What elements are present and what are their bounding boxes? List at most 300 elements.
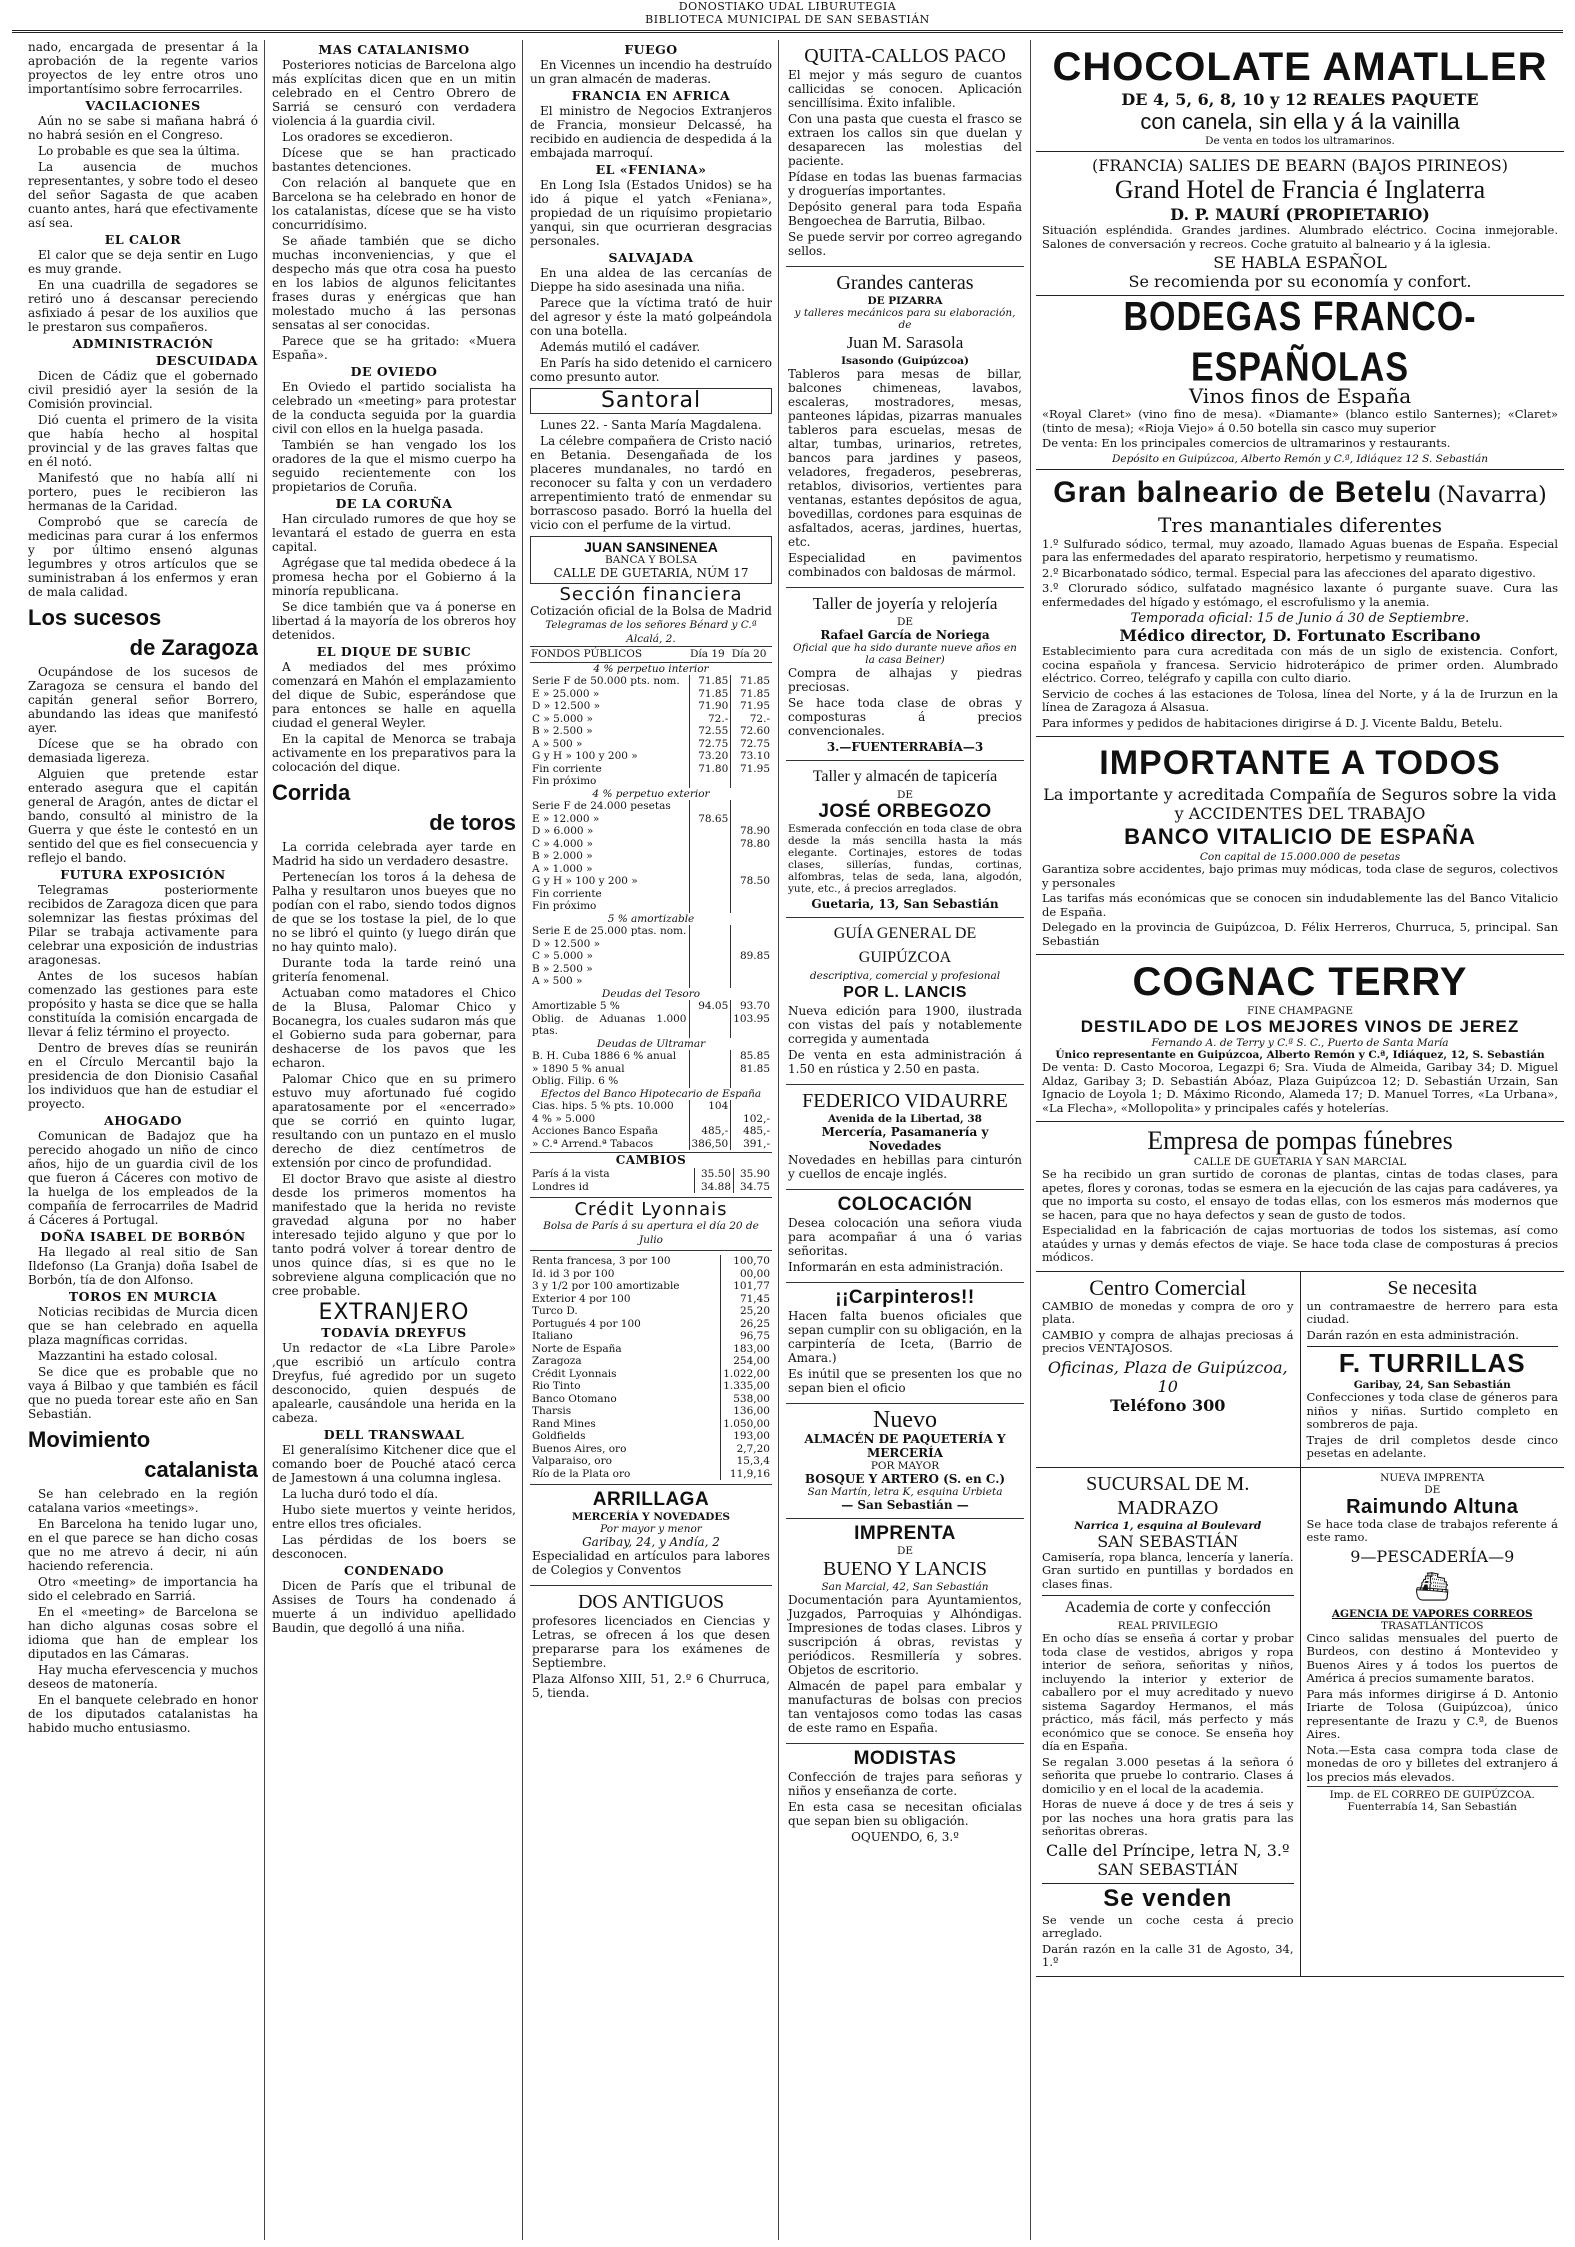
table-cell: 136,00 [721, 1405, 772, 1418]
ad-text: CAMBIO y compra de alhajas preciosas á precios VENTAJOSOS. [1042, 1327, 1294, 1355]
table-row [530, 925, 772, 938]
table-cell: 71.80 [689, 763, 731, 776]
table-cell [731, 963, 772, 976]
table-subheader-cell: Deudas del Tesoro [601, 987, 701, 1000]
table-cell: 78.65 [689, 813, 731, 826]
ad-de: DE [896, 1545, 914, 1557]
ad-deposit: Depósito en Guipúzcoa, Alberto Remón y C.ª, Idiáquez 12 S. Sebastián [1111, 452, 1489, 465]
ad-text: Esmerada confección en toda clase de obra desde la más sencilla hasta la más elegante. Cortinajes, estores de todas clases, sillerías, fundas, cortinas, alfombras, telas de seda, lana, algodón, yute, etc., á precios arreglados. [788, 823, 1022, 895]
ad-title: Taller y almacén de tapicería [812, 768, 998, 785]
table-cell: 73.10 [731, 750, 772, 763]
table-row [530, 763, 772, 776]
headline: DE LA CORUÑA [335, 496, 453, 511]
ad-text: un contramaestre de herrero para esta ciudad. [1306, 1298, 1558, 1326]
table-row [530, 1443, 772, 1456]
table-row [530, 1013, 772, 1038]
table-cell [689, 888, 731, 901]
bank-box [530, 536, 772, 584]
ad-text: Darán razón en la calle 31 de Agosto, 34, 1.º [1042, 1941, 1294, 1969]
ad-title: Taller de joyería y relojería [812, 594, 998, 613]
paragraph: nado, encargada de presentar á la aprobación de la regente varios proyectos de ley entre otros uno importantísimo sobre ferrocarriles. [28, 40, 258, 96]
table-cell: A » 500 » [532, 975, 583, 987]
headline: SALVAJADA [608, 250, 694, 265]
table-cell [731, 800, 772, 813]
table-cell: Fin próximo [532, 775, 597, 787]
ad-sub2: Por mayor y menor [600, 1523, 702, 1535]
column-divider [1030, 40, 1031, 2240]
table-cell [689, 863, 731, 876]
headline: FUEGO [624, 42, 678, 57]
ad-address: Guetaria, 13, San Sebastián [811, 897, 999, 911]
paragraph: Parece que se ha gritado: «Muera España». [272, 334, 516, 362]
table-cell: Oblig. de Aduanas 1.000 ptas. [532, 1012, 687, 1037]
table-subheader-cell: 4 % perpetuo exterior [592, 787, 710, 800]
ad-text: 2.º Bicarbonatado sódico, termal. Especial para las afecciones del aparato digestivo. [1042, 565, 1536, 580]
table-cell: 78.90 [731, 825, 772, 838]
ad-sub2: con canela, sin ella y á la vainilla [1140, 109, 1460, 134]
table-cell: Fin corriente [532, 887, 602, 900]
table-cell: Portugués 4 por 100 [532, 1317, 641, 1330]
table-row [530, 725, 772, 738]
table-cell: Londres id [532, 1180, 589, 1193]
paragraph: Dentro de breves días se reunirán en el Círculo Mercantil bajo la presidencia de don Dionisio Casañal los individuos que han de estudiar el proyecto. [28, 1041, 258, 1111]
ad-imprenta [786, 1519, 1024, 1744]
table-subheader-cell: Deudas de Ultramar [596, 1037, 706, 1050]
ad-centro-comercial [1036, 1272, 1300, 1467]
ad-text: Pídase en todas las buenas farmacias y droguerías importantes. [788, 170, 1022, 198]
ad-sub: Mercería, Pasamanería y Novedades [821, 1125, 989, 1153]
paragraph: Se han celebrado en la región catalana varios «meetings». [28, 1487, 258, 1515]
paragraph: Mazzantini ha estado colosal. [38, 1349, 218, 1363]
ship-icon: ⛴ [1414, 1569, 1451, 1603]
section-title: EXTRANJERO [318, 1300, 470, 1325]
table-cell: Cias. hips. 5 % pts. 10.000 [532, 1100, 674, 1112]
paragraph: Hubo siete muertos y veinte heridos, entre ellos tres oficiales. [272, 1503, 516, 1531]
santoral-title: Santoral [600, 388, 702, 413]
financial-title: Sección financiera [559, 584, 743, 605]
table-header: FONDOS PÚBLICOS [530, 647, 689, 663]
table-cell: 183,00 [721, 1343, 772, 1356]
table-cell: Turco D. [532, 1305, 578, 1317]
paragraph: En la capital de Menorca se trabaja activamente en los preparativos para la colocación del dique. [272, 732, 516, 774]
table-cell: D » 12.500 » [532, 937, 601, 950]
ad-carpinteros [786, 1283, 1024, 1404]
table-cell [689, 775, 731, 788]
table-row [530, 813, 772, 826]
table-cell [731, 1100, 772, 1113]
ad-title: Empresa de pompas fúnebres [1147, 1126, 1453, 1155]
section-headline: Los sucesos [28, 605, 162, 630]
ad-season: Temporada oficial: 15 de Junio á 30 de Septiembre. [1130, 611, 1470, 626]
credit-title: Crédit Lyonnais [574, 1199, 728, 1220]
ad-text: Documentación para Ayuntamientos, Juzgados, Parroquias y Alhóndigas. Impresiones de todas clases. Libros y suscripción á obras, revistas y periódicos. Resmillería y sobres. Objetos de escritorio. [788, 1593, 1022, 1677]
ads-row [1036, 1272, 1564, 1468]
cambios-table [530, 1168, 772, 1193]
ad-title: Nuevo [873, 1407, 937, 1433]
table-cell: 71.85 [689, 688, 731, 701]
table-row [530, 1050, 772, 1063]
headline: TOROS EN MURCIA [68, 1289, 218, 1304]
santoral-date: Lunes 22. - Santa María Magdalena. [540, 418, 762, 432]
table-cell: C » 5.000 » [532, 712, 593, 725]
table-cell [731, 938, 772, 951]
ad-address: Calle del Príncipe, letra N, 3.º [1045, 1840, 1290, 1860]
ad-city: SAN SEBASTIÁN [1097, 1859, 1239, 1879]
table-row [530, 1075, 772, 1088]
ad-text: profesores licenciados en Ciencias y Letras, se ofrecen á los que desen prepararse para los exámenes de Septiembre. [532, 1614, 770, 1670]
paragraph: Un redactor de «La Libre Parole» ,que escribió un artículo contra Dreyfus, fué agredido por un sugeto desconocido, quien después de apalearle, causándole una herida en la cabeza. [272, 1341, 516, 1425]
ad-address: Narrica 1, esquina al Boulevard [1074, 1519, 1262, 1532]
table-cell: 72.60 [731, 725, 772, 738]
paragraph: Se añade también que se dicho muchas inconveniencias, y que el despecho más que otra cosa ha puesto en los labios de algunos felicitantes frases duras y enérgicas que han molestado mucho á las personas sensatas al ser conocidas. [272, 234, 516, 332]
table-subheader [530, 988, 772, 1001]
ad-text: En esta casa se necesitan oficialas que sepan bien su obligación. [788, 1800, 1022, 1828]
ad-text: En ocho días se enseña á cortar y probar toda clase de vestidos, abrigos y ropa interior de señora, señoritas y niños, incluyendo la interior y exterior de caballero por el muy acreditado y nuevo sistema Sagardoy Hermanos, el más práctico, más fácil, más perfecto y más económico que se conoce. Se enseña hoy día en España. [1042, 1631, 1294, 1753]
ad-name: BUENO Y LANCIS [822, 1558, 988, 1580]
table-cell: Serie F de 50.000 pts. nom. [532, 675, 680, 687]
headline: ADMINISTRACIÓN [72, 336, 214, 351]
table-cell: 103.95 [731, 1013, 772, 1038]
ad-text: Establecimiento para cura acreditada con más de un siglo de existencia. Confort, cocina española y francesa. Servicio hidroterápico de primer orden. Alumbrado eléctrico. Correo, telégrafo y capilla con culto diario. [1042, 644, 1558, 685]
table-row [530, 1418, 772, 1431]
table-cell: 386,50 [689, 1138, 731, 1151]
ad-academia-sub: REAL PRIVILEGIO [1117, 1620, 1218, 1632]
paragraph: Durante toda la tarde reinó una gritería fenomenal. [272, 956, 516, 984]
table-cell: B » 2.500 » [532, 962, 593, 975]
ad-text: Especialidad en artículos para labores de Colegios y Conventos [532, 1549, 770, 1577]
table-cell: Zaragoza [532, 1355, 582, 1367]
table-cell [689, 850, 731, 863]
ad-text: La importante y acreditada Compañía de Seguros sobre la vida y ACCIDENTES DEL TRABAJO [1043, 785, 1557, 823]
ad-title: GUÍA GENERAL DE GUIPÚZCOA [833, 925, 977, 966]
ad-text: Las tarifas más económicas que se conocen sin indudablemente las del Banco Vitalicio de España. [1042, 891, 1558, 919]
table-cell: Serie E de 25.000 ptas. nom. [532, 925, 687, 937]
ad-capital: Con capital de 15.000.000 de pesetas [1199, 851, 1401, 863]
table-subheader [530, 913, 772, 926]
table-cell: 1.050,00 [721, 1418, 772, 1431]
ad-turrillas-address: Garibay, 24, San Sebastián [1353, 1379, 1511, 1391]
bank-name: JUAN SANSINENEA [584, 539, 718, 555]
table-cell [731, 775, 772, 788]
table-row [530, 1468, 772, 1481]
ad-text: Novedades en hebillas para cinturón y cuellos de encaje inglés. [788, 1153, 1022, 1181]
table-header: Día 19 [689, 647, 731, 663]
ad-title: ¡¡Carpinteros!! [835, 1287, 975, 1308]
headline: EL DIQUE DE SUBIC [316, 644, 472, 659]
ad-title: MODISTAS [853, 1748, 957, 1769]
ad-address: Plaza Alfonso XIII, 51, 2.º 6 Churruca, 5, tienda. [532, 1672, 770, 1700]
table-cell: Oblig. Filip. 6 % [532, 1075, 619, 1087]
masthead-rule [12, 30, 1563, 33]
table-row [530, 1100, 772, 1113]
table-row [530, 1380, 772, 1393]
paragraph: A mediados del mes próximo comenzará en Mahón el emplazamiento del dique de Subic, esperándose que para entonces se halle en aquella ciudad el general Weyler. [272, 660, 516, 730]
paragraph: Dicen de Cádiz que el gobernado civil presidió ayer la sesión de la Comisión provincial. [28, 369, 258, 411]
table-cell [731, 863, 772, 876]
ad-text: De venta: En los principales comercios de ultramarinos y restaurants. [1042, 436, 1451, 450]
table-cell: 71,45 [721, 1293, 772, 1306]
ad-text: Nota.—Esta casa compra toda clase de monedas de oro y billetes del extranjero á los precios más elevados. [1306, 1742, 1558, 1784]
ad-text: CAMBIO de monedas y compra de oro y plata. [1042, 1298, 1294, 1326]
ad-phone: Teléfono 300 [1110, 1395, 1226, 1415]
table-subheader-cell: 4 % perpetuo interior [593, 662, 709, 675]
table-cell [731, 888, 772, 901]
paragraph: En el banquete celebrado en honor de los diputados catalanistas ha habido mucho entusiasmo. [28, 1693, 258, 1735]
table-cell: 72.75 [731, 738, 772, 751]
table-cell: 34.75 [734, 1181, 773, 1194]
column-divider [522, 40, 523, 2240]
table-row [530, 1255, 772, 1268]
section-headline: catalanista [144, 1457, 258, 1482]
table-cell: Buenos Aires, oro [532, 1442, 627, 1455]
table-cell: Norte de España [532, 1342, 622, 1355]
ad-text: 1.º Sulfurado sódico, termal, muy azoado, llamado Aguas buenas de España. Especial para las enfermedades del aparato respiratorio, herpetismo y reumatismo. [1042, 536, 1558, 564]
section-headline: Corrida [272, 780, 351, 805]
paragraph: El doctor Bravo que asiste al diestro desde los primeros momentos ha manifestado que la herida no reviste gravedad alguna por no haber interesado tejido alguno y que por lo tanto podrá volver á torear dentro de unos quince días, si es que no le sobreviene alguna complicación que no cree probable. [272, 1172, 516, 1298]
ad-dos-antiguos [530, 1586, 772, 1708]
paragraph: En una cuadrilla de segadores se retiró uno á descansar pereciendo asfixiado á pesar de los auxilios que le prestaron sus compañeros. [28, 278, 258, 334]
ad-text: Compra de alhajas y piedras preciosas. [788, 666, 1022, 694]
ad-city: SAN SEBASTIÁN [1097, 1531, 1239, 1551]
ad-hotel [1036, 152, 1564, 296]
ad-text: Darán razón en esta administración. [1306, 1327, 1519, 1342]
ad-text: Para más informes dirigirse á D. Antonio Iriarte de Tolosa (Guipúzcoa), único representante de Irazu y C.ª, de Buenos Aires. [1306, 1686, 1558, 1741]
table-cell [689, 1050, 731, 1063]
table-cell: Rio Tinto [532, 1380, 581, 1392]
table-row [530, 825, 772, 838]
table-cell: 26,25 [721, 1318, 772, 1331]
ad-text: Situación espléndida. Grandes jardines. Alumbrado eléctrico. Cocina inmejorable. Salones de conversación y recreos. Coche gratuito al balneario y á la iglesia. [1042, 223, 1558, 251]
headline: VACILACIONES [85, 98, 201, 113]
ad-text: Hacen falta buenos oficiales que sepan cumplir con su obligación, en la carpintería de Iceta, (Barrio de Amara.) [788, 1309, 1022, 1365]
paragraph: Posteriores noticias de Barcelona algo más explícitas dicen que en un mitin celebrado en el Centro Obrero de Sarriá se censuró con verdadera violencia á la guardia civil. [272, 58, 516, 128]
table-cell: 34.88 [695, 1181, 734, 1194]
ad-sub: ALMACÉN DE PAQUETERÍA Y MERCERÍA [804, 1432, 1006, 1460]
table-row [530, 900, 772, 913]
table-cell [689, 1075, 731, 1088]
ad-text: Garantiza sobre accidentes, bajo primas muy módicas, toda clase de seguros, colectivos y personales [1042, 862, 1558, 890]
ad-address: Avenida de la Libertad, 38 [828, 1113, 982, 1125]
ad-title: Grandes canteras [836, 272, 974, 294]
paragraph: En Barcelona ha tenido lugar uno, en el que parece se han dicho cosas que no me atrevo á decir, ni aún haciendo referencia. [28, 1517, 258, 1573]
table-cell: 1.022,00 [721, 1368, 772, 1381]
ad-sub2: y talleres mecánicos para su elaboración, de [794, 307, 1016, 331]
ad-text: Se hace toda clase de trabajos referente á este ramo. [1306, 1516, 1558, 1544]
ad-text: Se vende un coche cesta á precio arreglado. [1042, 1912, 1294, 1940]
bank-sub: BANCA Y BOLSA [605, 554, 697, 566]
table-row [530, 1455, 772, 1468]
ad-de: DE [1424, 1483, 1441, 1496]
table-cell: Serie F de 24.000 pesetas [532, 800, 671, 812]
ad-balneario [1036, 470, 1564, 738]
paragraph: La corrida celebrada ayer tarde en Madrid ha sido un verdadero desastre. [272, 840, 516, 868]
table-cell: E » 25.000 » [532, 687, 600, 700]
ad-title: DOS ANTIGUOS [577, 1591, 725, 1613]
paragraph: Lo probable es que sea la última. [38, 144, 240, 158]
table-cell: Rand Mines [532, 1417, 596, 1430]
ad-pompas [1036, 1122, 1564, 1272]
headline: DESCUIDADA [155, 353, 258, 368]
ad-title: BODEGAS FRANCO-ESPAÑOLAS [1123, 294, 1477, 390]
table-cell: 71.85 [689, 675, 731, 688]
ad-text: Camisería, ropa blanca, lencería y lanería. Gran surtido en puntillas y bordados en clases finas. [1042, 1549, 1294, 1591]
credit-sub: Bolsa de París á su apertura el día 20 de Julio [543, 1220, 759, 1246]
ad-city: — San Sebastián — [841, 1498, 969, 1512]
table-cell: Tharsis [532, 1405, 572, 1417]
ad-title: ARRILLAGA [592, 1489, 710, 1510]
ad-de: DE [896, 789, 914, 801]
section-headline: Movimiento [28, 1427, 151, 1452]
paragraph: Otro «meeting» de importancia ha sido el celebrado en Sarriá. [28, 1575, 258, 1603]
ad-pre: (FRANCIA) SALIES DE BEARN (BAJOS PIRINEOS) [1092, 156, 1508, 175]
ad-sub: descriptiva, comercial y profesional [809, 970, 1001, 982]
ad-title: IMPRENTA [854, 1523, 956, 1544]
ad-bank: BANCO VITALICIO DE ESPAÑA [1124, 824, 1476, 849]
ad-tapiceria [786, 761, 1024, 918]
table-row [530, 1181, 772, 1194]
table-cell: 102,- [731, 1113, 772, 1126]
ad-text: 3.º Clorurado sódico, sulfatado magnésico laxante ó purgante suave. Cura las enfermedades del hígado y estómago, el escrofulismo y la anemia. [1042, 581, 1558, 609]
paragraph: Noticias recibidas de Murcia dicen que se han celebrado en aquella plaza magníficas corridas. [28, 1305, 258, 1347]
table-row [530, 975, 772, 988]
table-cell: 2,7,20 [721, 1443, 772, 1456]
table-cell: 78.50 [731, 875, 772, 888]
table-cell [689, 875, 731, 888]
table-cell: 94.05 [689, 1000, 731, 1013]
table-row [530, 1000, 772, 1013]
table-row [530, 1168, 772, 1181]
ad-text: Es inútil que se presenten los que no sepan bien el oficio [788, 1367, 1022, 1395]
table-cell [689, 1013, 731, 1038]
ad-text: Se puede servir por correo agregando sellos. [788, 230, 1022, 258]
ad-title: QUITA-CALLOS PACO [804, 45, 1006, 67]
ad-nueva-imprenta [1300, 1468, 1565, 1976]
table-cell: 101,77 [721, 1280, 772, 1293]
table-row [530, 1113, 772, 1126]
ad-title: SUCURSAL DE M. MADRAZO [1086, 1472, 1250, 1519]
ad-text: Delegado en la provincia de Guipúzcoa, D. Félix Herreros, Churruca, 5, principal. San Sebastián [1042, 920, 1558, 948]
ad-sub: Vinos finos de España [1188, 384, 1412, 408]
ad-sub3: De venta en todos los ultramarinos. [1205, 135, 1395, 147]
ad-guia [786, 918, 1024, 1085]
headline: AHOGADO [104, 1113, 182, 1128]
table-cell: 1.335,00 [721, 1380, 772, 1393]
ad-place: Isasondo (Guipúzcoa) [841, 355, 969, 367]
table-row [530, 850, 772, 863]
ad-title: COGNAC TERRY [1132, 960, 1468, 1004]
table-cell: 104 [689, 1100, 731, 1113]
table-cell: Exterior 4 por 100 [532, 1292, 631, 1305]
table-row [530, 950, 772, 963]
table-cell: Id. id 3 por 100 [532, 1267, 615, 1280]
ad-sub: Oficial que ha sido durante nueve años en la casa Beiner) [793, 642, 1017, 666]
ad-bodegas [1036, 296, 1564, 470]
paragraph: Alguien que pretende estar enterado asegura que el capitán general de Aragón, antes de dictar el bando, consultó al ministro de la Guerra y que éste le contestó en un sentido del que es fiel consecuencia y reflejo el bando. [28, 767, 258, 865]
ad-sub: FINE CHAMPAGNE [1246, 1005, 1354, 1017]
paragraph: Dicen de París que el tribunal de Assises de Tours ha condenado á muerte á un individuo apellidado Baudin, que degolló á una niña. [272, 1579, 516, 1635]
table-cell [689, 938, 731, 951]
paragraph: La lucha duró todo el día. [282, 1487, 439, 1501]
paragraph: También se han vengado los los oradores de la que el mismo cuerpo ha seguido recientemente con los propietarios de Coruña. [272, 438, 516, 494]
ad-importante [1036, 737, 1564, 955]
headline: DE OVIEDO [350, 364, 438, 379]
financial-sub2: Telegramas de los señores Bénard y C.ª Alcalá, 2. [545, 619, 757, 645]
ad-address: San Marcial, 42, San Sebastián [821, 1581, 989, 1593]
ad-text: Informarán en esta administración. [788, 1260, 1004, 1274]
table-cell [731, 813, 772, 826]
ad-vapores-title: AGENCIA DE VAPORES CORREOS [1331, 1607, 1533, 1620]
table-row [530, 1405, 772, 1418]
ad-almacen [786, 1404, 1024, 1519]
ad-modistas [786, 1744, 1024, 1850]
paragraph: Ha llegado al real sitio de San Ildefonso (La Granja) doña Isabel de Borbón, tía de don Alfonso. [28, 1245, 258, 1287]
ad-vapores-sub: TRASATLÁNTICOS [1381, 1619, 1484, 1632]
ad-text: Para informes y pedidos de habitaciones dirigirse á D. J. Vicente Baldu, Betelu. [1042, 715, 1503, 730]
paragraph: Se dice que es probable que no vaya á Bilbao y que también es fácil que no pueda torear este año en San Sebastián. [28, 1365, 258, 1421]
masthead-line2: BIBLIOTECA MUNICIPAL DE SAN SEBASTIÁN [645, 13, 930, 26]
section-headline: de Zaragoza [129, 635, 258, 660]
paragraph: Además mutiló el cadáver. [540, 340, 701, 354]
santoral-text: La célebre compañera de Cristo nació en Betania. Desengañada de los placeres mundanales, no tardó en reconocer su falta y con un verdadero arrepentimiento trató de enmendar su borrascoso pasado. Borró la huella del vicio con el perfume de la virtud. [530, 434, 772, 532]
table-row [530, 1343, 772, 1356]
ad-text: Nueva edición para 1900, ilustrada con vistas del país y notablemente corregida y aumentada [788, 1004, 1022, 1046]
ad-text: Se regalan 3.000 pesetas á la señora ó señorita que pruebe lo contrario. Clases á domicilio y en el local de la academia. [1042, 1754, 1294, 1796]
table-cell: 35.90 [734, 1168, 773, 1181]
paragraph: Comunican de Badajoz que ha perecido ahogado un niño de cinco años, hijo de un guardia civil de los que fueron á Cáceres con motivo de la huelga de los empleados de la compañía de ferrocarriles de Madrid á Cáceres á Portugal. [28, 1129, 258, 1227]
table-cell: 81.85 [731, 1063, 772, 1076]
ad-address: OQUENDO, 6, 3.º [851, 1830, 959, 1844]
table-cell [689, 1113, 731, 1126]
table-row [530, 713, 772, 726]
ad-title: Centro Comercial [1089, 1274, 1247, 1300]
paragraph: Antes de los sucesos habían comenzado las gestiones para este propósito y hasta se dice que se halla constituída la comisión encargada de llevar á feliz término el proyecto. [28, 969, 258, 1039]
table-row [530, 750, 772, 763]
table-row [530, 963, 772, 976]
table-cell: 538,00 [721, 1393, 772, 1406]
ad-text: Trajes de dril completos desde cinco pesetas en adelante. [1306, 1432, 1558, 1460]
table-cell [689, 963, 731, 976]
ad-title: COLOCACIÓN [837, 1194, 973, 1215]
ad-text: Horas de nueve á doce y de tres á seis y por las noches una hora gratis para las señoritas obreras. [1042, 1797, 1294, 1838]
ad-title: Grand Hotel de Francia é Inglaterra [1114, 175, 1486, 204]
table-subheader [530, 1038, 772, 1051]
ad-sub: DE 4, 5, 6, 8, 10 y 12 REALES PAQUETE [1121, 90, 1479, 109]
table-row [530, 1355, 772, 1368]
ad-title: FEDERICO VIDAURRE [802, 1090, 1008, 1112]
paragraph: En el «meeting» de Barcelona se han dicho algunas cosas sobre el idioma que han de emplear los diputados en las Cámaras. [28, 1605, 258, 1661]
paragraph: En París ha sido detenido el carnicero como presunto autor. [530, 356, 772, 384]
paragraph: Ocupándose de los sucesos de Zaragoza se censura el bando del capitán general señor Borrero, abundando las ideas que manifestó ayer. [28, 665, 258, 735]
table-cell: 15,3,4 [721, 1455, 772, 1468]
table-cell: 72.75 [689, 738, 731, 751]
financial-sub: Cotización oficial de la Bolsa de Madrid [530, 604, 772, 618]
table-cell [731, 925, 772, 938]
ad-academia-title: Academia de corte y confección [1042, 1595, 1294, 1620]
table-cell: Goldfields [532, 1430, 586, 1442]
ad-vidaurre [786, 1085, 1024, 1190]
table-cell: 71.85 [731, 675, 772, 688]
table-cell: 00,00 [721, 1268, 772, 1281]
table-cell [689, 1063, 731, 1076]
table-cell: 35.50 [695, 1168, 734, 1181]
ad-title: Se necesita [1387, 1276, 1477, 1299]
paragraph: Se dice también que va á ponerse en libertad á la mayoría de los obreros hoy detenidos. [272, 600, 516, 642]
table-cell: » C.ª Arrend.ª Tabacos [532, 1137, 654, 1150]
table-row [530, 863, 772, 876]
table-cell: 485,- [731, 1125, 772, 1138]
paragraph: En Long Isla (Estados Unidos) se ha ido á pique el yatch «Feniana», propiedad de un riquísimo propietario yanqui, sin que ocurrieran desgracias personales. [530, 178, 772, 248]
ad-title: Gran balneario de Betelu [1053, 475, 1433, 509]
